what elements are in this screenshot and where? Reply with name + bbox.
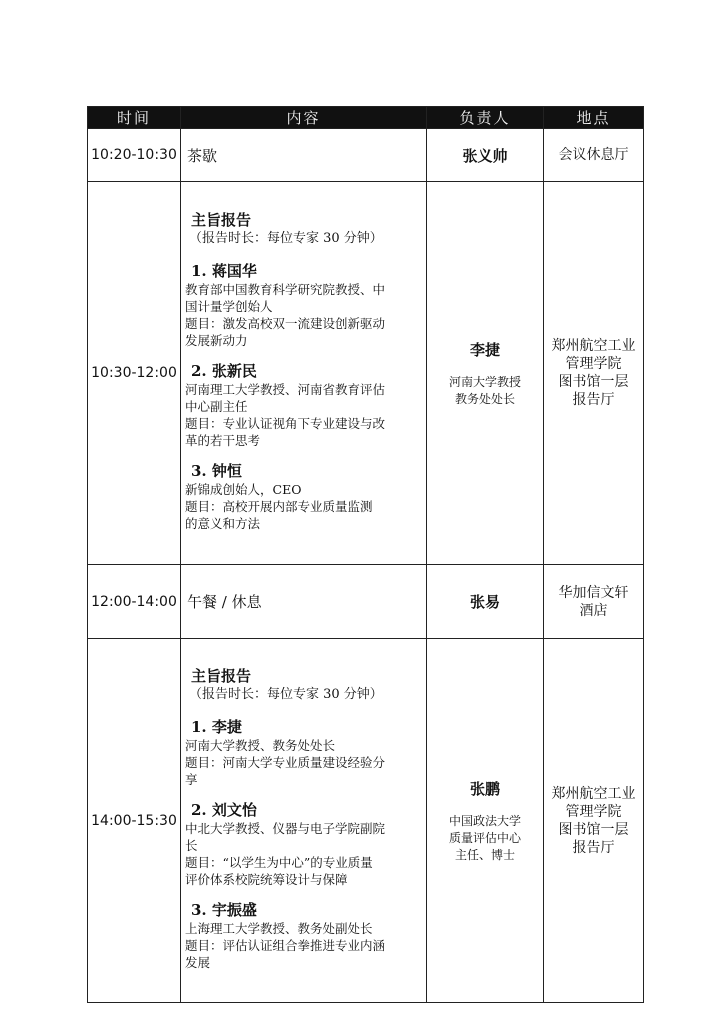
speaker-block (185, 261, 422, 349)
header-time: 时间 (88, 107, 181, 129)
speaker-block (185, 800, 422, 888)
speaker-line: 长 (185, 837, 198, 853)
person-cell (427, 129, 544, 182)
speaker-block (185, 361, 422, 449)
section-title: 主旨报告 (191, 666, 252, 685)
location-line: 酒店 (579, 602, 608, 619)
person-name: 李捷 (469, 340, 500, 359)
speaker-line: 享 (185, 771, 198, 787)
speaker-line: 革的若干思考 (185, 432, 261, 448)
header-content: 内容 (181, 107, 427, 129)
location-cell: 会议休息厅 (544, 129, 644, 182)
person-name: 张易 (469, 593, 500, 611)
speaker-line: 题目：激发高校双一流建设创新驱动 (185, 315, 386, 331)
person-name: 张义帅 (462, 146, 508, 165)
speaker-name: 3. 宇振盛 (191, 900, 257, 919)
section-title: 主旨报告 (191, 210, 252, 229)
content-cell (181, 565, 427, 639)
speaker-name: 3. 钟恒 (191, 461, 242, 480)
location-line: 图书馆一层 (558, 374, 629, 390)
location-line: 报告厅 (572, 839, 615, 856)
person-info-line: 教务处处长 (454, 391, 515, 406)
speaker-line: 的意义和方法 (185, 515, 261, 531)
person-info-line: 主任、博士 (454, 847, 515, 862)
time-cell: 10:20-10:30 (88, 129, 181, 182)
speaker-line: 国计量学创始人 (185, 298, 273, 314)
location-line: 管理学院 (565, 803, 622, 820)
person-info (427, 813, 543, 864)
person-cell (427, 565, 544, 639)
speaker-line: 上海理工大学教授、教务处副处长 (185, 920, 373, 936)
speaker-line: 河南理工大学教授、河南省教育评估 (185, 381, 386, 397)
location-line: 图书馆一层 (558, 821, 629, 838)
content-cell (181, 182, 427, 565)
location-cell (544, 639, 644, 1003)
location-cell (544, 182, 644, 565)
speaker-name: 1. 蒋国华 (191, 261, 257, 280)
location-line: 报告厅 (572, 392, 615, 408)
table-row (88, 182, 644, 565)
person-info (427, 374, 543, 408)
speaker-block (185, 900, 422, 971)
speaker-line: 题目：河南大学专业质量建设经验分 (185, 754, 386, 770)
person-info-line: 中国政法大学 (448, 813, 521, 828)
header-person: 负责人 (427, 107, 544, 129)
header-row (88, 107, 644, 129)
person-info-line: 质量评估中心 (448, 830, 521, 845)
section-note: （报告时长：每位专家 30 分钟） (189, 686, 383, 702)
speaker-line: 中心副主任 (185, 398, 248, 414)
speaker-name: 1. 李捷 (191, 717, 242, 736)
speaker-line: 教育部中国教育科学研究院教授、中 (185, 281, 386, 297)
time-cell: 14:00-15:30 (88, 639, 181, 1003)
person-info-line: 河南大学教授 (448, 374, 521, 389)
person-name: 张鹏 (469, 779, 500, 798)
table-row (88, 639, 644, 1003)
header-location: 地点 (544, 107, 644, 129)
content-cell (181, 129, 427, 182)
content-text: 午餐 / 休息 (187, 593, 262, 611)
content-text: 茶歇 (187, 146, 218, 165)
schedule-table (87, 106, 644, 1003)
speaker-name: 2. 张新民 (191, 361, 257, 380)
speaker-line: 评价体系校院统筹设计与保障 (185, 871, 348, 887)
speaker-line: 中北大学教授、仪器与电子学院副院 (185, 820, 386, 836)
speaker-line: 河南大学教授、教务处处长 (185, 737, 336, 753)
speaker-block (185, 461, 422, 532)
speaker-line: 新锦成创始人，CEO (185, 481, 302, 497)
section-note: （报告时长：每位专家 30 分钟） (189, 230, 383, 246)
location-cell (544, 565, 644, 639)
location-line: 华加信文轩 (558, 584, 629, 601)
location-line: 管理学院 (565, 356, 622, 372)
time-cell: 12:00-14:00 (88, 565, 181, 639)
location-line: 郑州航空工业 (551, 785, 636, 802)
location-line: 郑州航空工业 (551, 338, 636, 354)
speaker-line: 题目：“以学生为中心”的专业质量 (185, 854, 373, 870)
speaker-line: 题目：专业认证视角下专业建设与改 (185, 415, 386, 431)
speaker-name: 2. 刘文怡 (191, 800, 257, 819)
content-cell (181, 639, 427, 1003)
speaker-line: 题目：高校开展内部专业质量监测 (185, 498, 373, 514)
speaker-line: 题目：评估认证组合拳推进专业内涵 (185, 937, 386, 953)
table-row (88, 129, 644, 182)
speaker-line: 发展 (185, 954, 211, 970)
speaker-block (185, 717, 422, 788)
time-cell: 10:30-12:00 (88, 182, 181, 565)
person-cell (427, 182, 544, 565)
speaker-line: 发展新动力 (185, 332, 248, 348)
person-cell (427, 639, 544, 1003)
table-row (88, 565, 644, 639)
